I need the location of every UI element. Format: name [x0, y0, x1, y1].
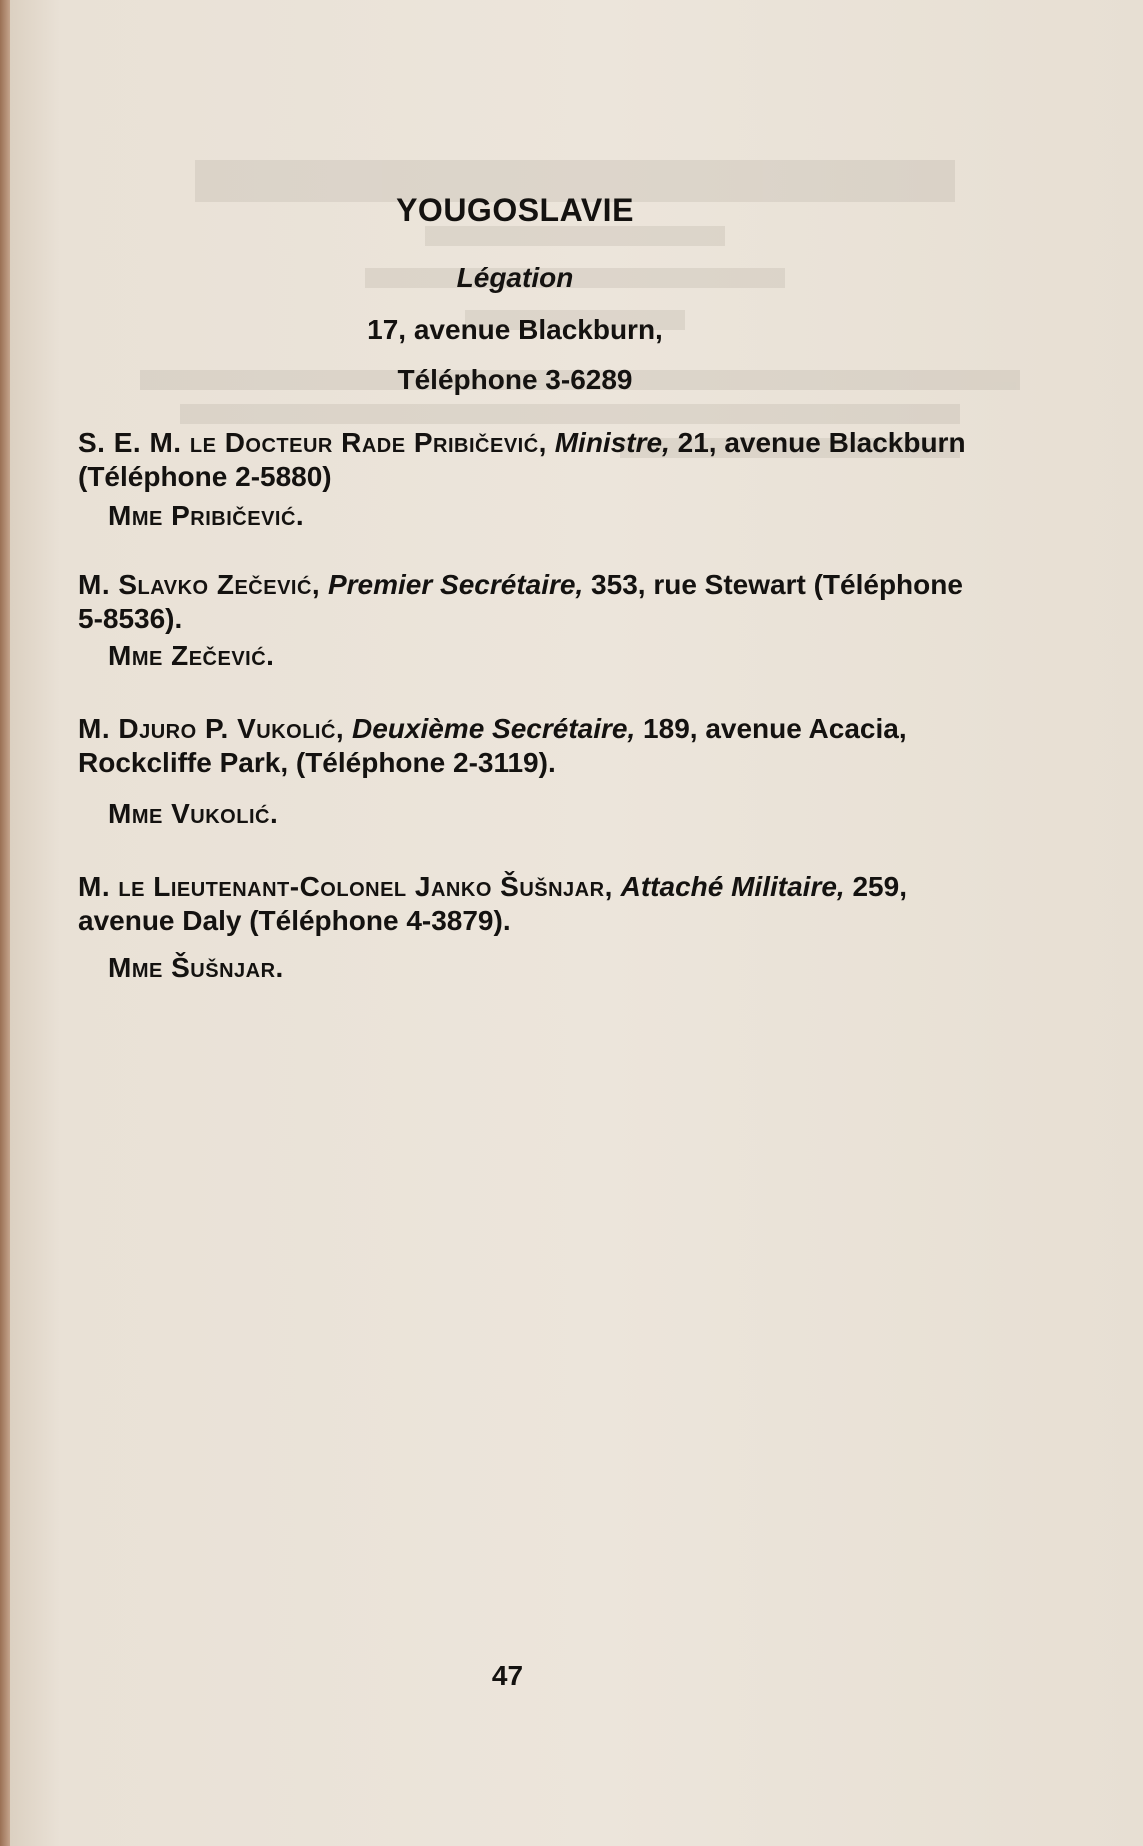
entry-title: Premier Secrétaire,: [327, 569, 584, 600]
entry-details: 189, avenue Acacia, Rockcliffe Park, (Téléphone 2-3119).: [78, 713, 907, 778]
entry-second-secretary: [78, 712, 968, 780]
entry-title: Ministre,: [554, 427, 670, 458]
legation-phone: Téléphone 3-6289: [397, 364, 633, 395]
entry-minister: [78, 426, 968, 494]
spouse-line: Mme Zečević.: [108, 640, 275, 671]
entry-title: Deuxième Secrétaire,: [351, 713, 636, 744]
section-heading: Légation: [456, 262, 574, 293]
entry-details: 353, rue Stewart (Téléphone 5-8536).: [78, 569, 963, 634]
spouse-line: Mme Šušnjar.: [108, 952, 284, 983]
entry-name: M. Slavko Zečević,: [78, 569, 321, 600]
country-heading: YOUGOSLAVIE: [396, 192, 634, 228]
spouse-line: Mme Pribičević.: [108, 500, 305, 531]
entry-title: Attaché Militaire,: [620, 871, 845, 902]
entry-name: S. E. M. le Docteur Rade Pribičević,: [78, 427, 547, 458]
spouse-line: Mme Vukolić.: [108, 798, 279, 829]
entry-details: 259, avenue Daly (Téléphone 4-3879).: [78, 871, 907, 936]
legation-address: 17, avenue Blackburn,: [367, 314, 663, 345]
entry-name: M. Djuro P. Vukolić,: [78, 713, 345, 744]
entry-military-attache: [78, 870, 968, 938]
entry-first-secretary: [78, 568, 968, 636]
entry-name: M. le Lieutenant-Colonel Janko Šušnjar,: [78, 871, 613, 902]
page-number: 47: [491, 1660, 524, 1691]
entry-details: 21, avenue Blackburn (Téléphone 2-5880): [78, 427, 966, 492]
